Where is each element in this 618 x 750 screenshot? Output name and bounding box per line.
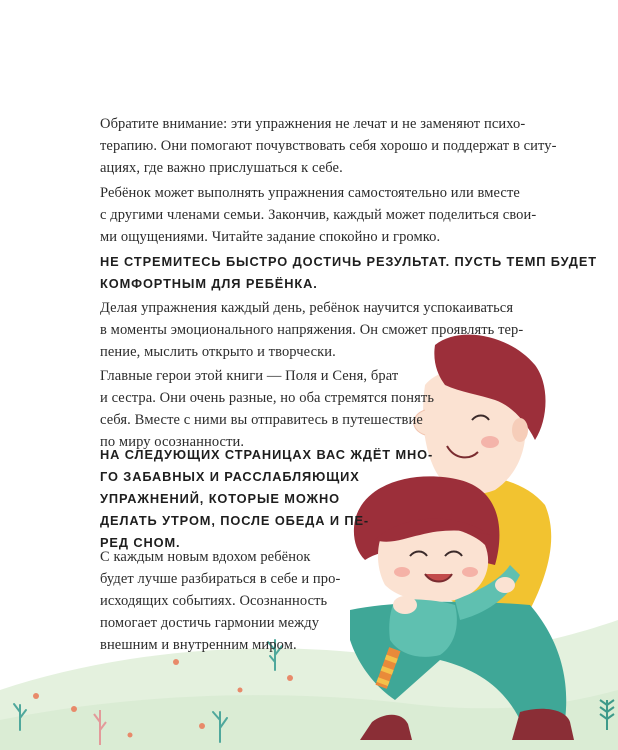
- text-line: Главные герои этой книги — Поля и Сеня, брат: [100, 368, 399, 384]
- paragraph-heroes: [100, 365, 434, 453]
- text-line: и сестра. Они очень разные, но оба стремятся понять: [100, 390, 435, 406]
- paragraph-family: [100, 182, 536, 248]
- text-line: Обратите внимание: эти упражнения не лечат и не заменяют психо-: [100, 116, 526, 132]
- father-blush: [481, 436, 499, 448]
- text-line: НЕ СТРЕМИТЕСЬ БЫСТРО ДОСТИЧЬ РЕЗУЛЬТАТ. ПУСТЬ ТЕМП БУДЕТ: [100, 254, 597, 269]
- text-line: внешним и внутренним миром.: [100, 637, 297, 653]
- father-ear: [512, 418, 528, 442]
- text-line: терапию. Они помогают почувствовать себя хорошо и поддержат в ситу-: [100, 138, 557, 154]
- text-line: по миру осознанности.: [100, 434, 245, 450]
- text-line: с другими членами семьи. Закончив, каждый может поделиться свои-: [100, 207, 537, 223]
- text-line: ми ощущениями. Читайте задание спокойно и громко.: [100, 229, 441, 245]
- text-line: НА СЛЕДУЮЩИХ СТРАНИЦАХ ВАС ЖДЁТ МНО-: [100, 447, 434, 462]
- paragraph-daily: [100, 297, 523, 363]
- paragraph-emphasis-next-pages: [100, 444, 433, 554]
- girl-blush-left: [394, 567, 410, 577]
- text-line: исходящих событиях. Осознанность: [100, 593, 328, 609]
- paragraph-emphasis-tempo: [100, 251, 597, 295]
- text-line: ациях, где важно прислушаться к себе.: [100, 160, 343, 176]
- father-hand-right: [495, 577, 515, 593]
- text-line: пение, мыслить открыто и творчески.: [100, 344, 336, 360]
- text-line: КОМФОРТНЫМ ДЛЯ РЕБЁНКА.: [100, 276, 318, 291]
- paragraph-mindfulness: [100, 546, 340, 656]
- text-line: Ребёнок может выполнять упражнения самостоятельно или вместе: [100, 185, 520, 201]
- paragraph-note: [100, 113, 557, 179]
- text-line: помогает достичь гармонии между: [100, 615, 320, 631]
- text-line: ГО ЗАБАВНЫХ И РАССЛАБЛЯЮЩИХ: [100, 469, 360, 484]
- text-line: УПРАЖНЕНИЙ, КОТОРЫЕ МОЖНО: [100, 491, 340, 506]
- text-line: будет лучше разбираться в себе и про-: [100, 571, 341, 587]
- text-line: в моменты эмоционального напряжения. Он сможет проявлять тер-: [100, 322, 524, 338]
- text-line: себя. Вместе с ними вы отправитесь в путешествие: [100, 412, 423, 428]
- text-line: Делая упражнения каждый день, ребёнок научится успокаиваться: [100, 300, 514, 316]
- father-hand: [393, 596, 417, 614]
- text-line: РЕД СНОМ.: [100, 535, 181, 550]
- text-line: С каждым новым вдохом ребёнок: [100, 549, 311, 565]
- girl-blush-right: [462, 567, 478, 577]
- text-line: ДЕЛАТЬ УТРОМ, ПОСЛЕ ОБЕДА И ПЕ-: [100, 513, 370, 528]
